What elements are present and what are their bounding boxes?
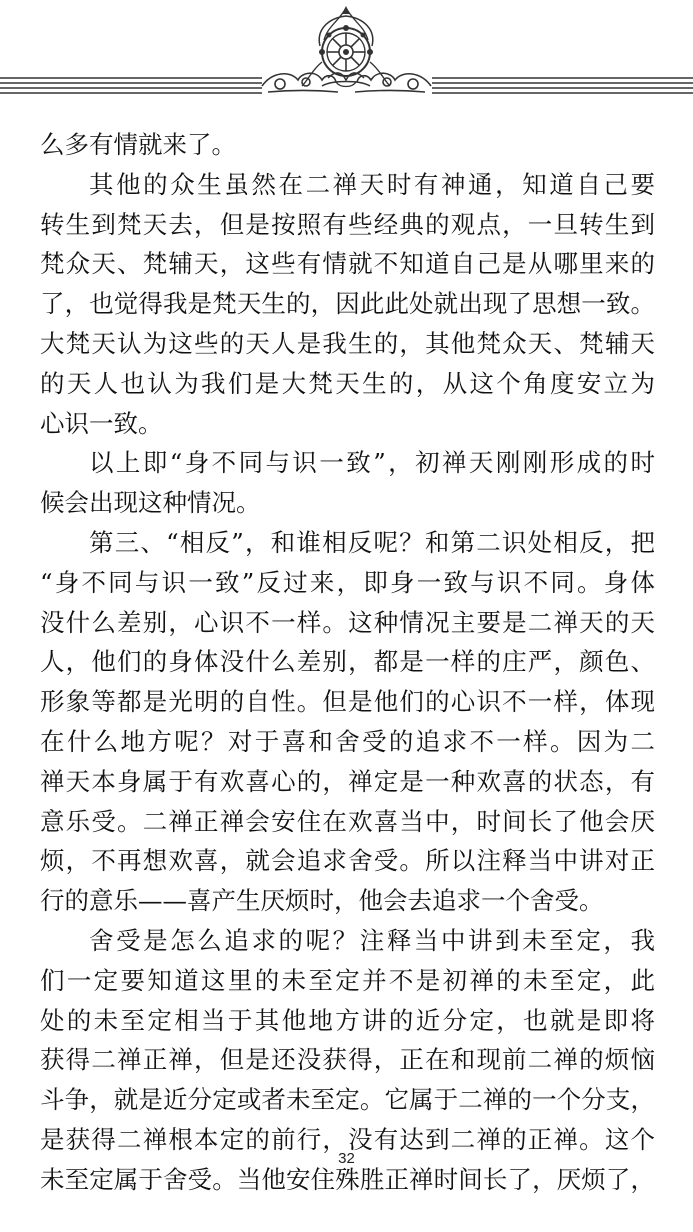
text-line: 了，也觉得我是梵天生的，因此此处就出现了思想一致。 — [40, 289, 655, 319]
text-line: 人，他们的身体没什么差别，都是一样的庄严，颜色、 — [40, 647, 655, 677]
text-line: 行的意乐——喜产生厌烦时，他会去追求一个舍受。 — [40, 886, 604, 916]
text-line: 形象等都是光明的自性。但是他们的心识不一样，体现 — [40, 687, 655, 717]
page-header-ornament — [0, 0, 693, 110]
text-line: 意乐受。二禅正禅会安住在欢喜当中，时间长了他会厌 — [40, 806, 655, 836]
text-line: 在什么地方呢？对于喜和舍受的追求不一样。因为二 — [40, 726, 655, 756]
text-line: 未至定属于舍受。当他安住殊胜正禅时间长了，厌烦了， — [40, 1164, 655, 1194]
body-text — [40, 125, 655, 1200]
text-line: 其他的众生虽然在二禅天时有神通，知道自己要 — [89, 169, 655, 199]
text-line: 斗争，就是近分定或者未至定。它属于二禅的一个分支， — [40, 1085, 655, 1115]
text-line: 烦，不再想欢喜，就会追求舍受。所以注释当中讲对正 — [40, 846, 655, 876]
text-line: 大梵天认为这些的天人是我生的，其他梵众天、梵辅天 — [40, 328, 655, 358]
text-line: 们一定要知道这里的未至定并不是初禅的未至定，此 — [40, 965, 655, 995]
text-line: “身不同与识一致”反过来，即身一致与识不同。身体 — [40, 567, 655, 597]
text-line: 第三、“相反”，和谁相反呢？和第二识处相反，把 — [89, 527, 655, 557]
text-line: 舍受是怎么追求的呢？注释当中讲到未至定，我 — [89, 925, 655, 955]
header-rule — [0, 0, 693, 110]
text-line: 以上即“身不同与识一致”，初禅天刚刚形成的时 — [89, 448, 655, 478]
text-line: 获得二禅正禅，但是还没获得，正在和现前二禅的烦恼 — [40, 1045, 655, 1075]
text-line: 候会出现这种情况。 — [40, 488, 261, 518]
text-line: 心识一致。 — [40, 408, 163, 438]
text-line: 禅天本身属于有欢喜心的，禅定是一种欢喜的状态，有 — [40, 766, 655, 796]
text-line: 处的未至定相当于其他地方讲的近分定，也就是即将 — [40, 1005, 655, 1035]
text-line: 是获得二禅根本定的前行，没有达到二禅的正禅。这个 — [40, 1124, 655, 1154]
text-line: 么多有情就来了。 — [40, 130, 236, 159]
text-line: 的天人也认为我们是大梵天生的，从这个角度安立为 — [40, 368, 655, 398]
text-line: 梵众天、梵辅天，这些有情就不知道自己是从哪里来的 — [40, 249, 655, 279]
page-number: 32 — [338, 1150, 355, 1167]
text-line: 转生到梵天去，但是按照有些经典的观点，一旦转生到 — [40, 209, 655, 239]
text-line: 没什么差别，心识不一样。这种情况主要是二禅天的天 — [40, 607, 655, 637]
